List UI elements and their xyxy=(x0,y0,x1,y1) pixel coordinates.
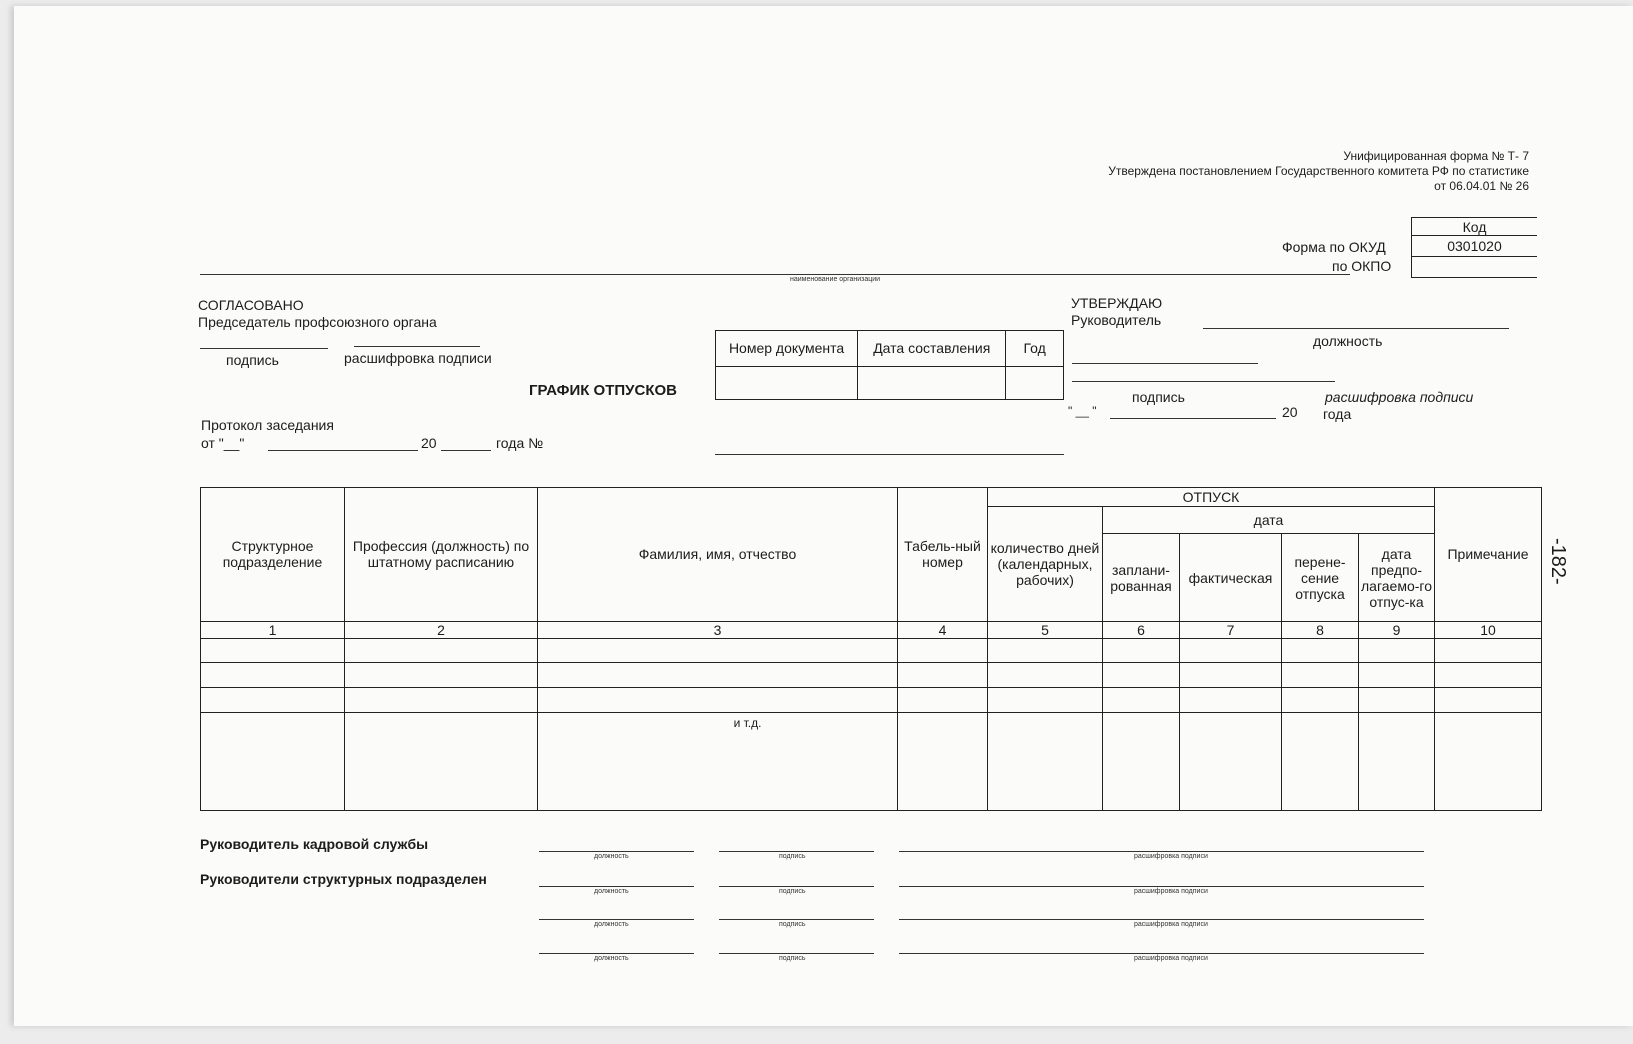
col-number: 1 xyxy=(201,621,345,638)
protocol-year: 20 xyxy=(421,435,437,451)
col-header-10: Примечание xyxy=(1435,488,1542,622)
approve-line-a xyxy=(1072,363,1258,364)
position-caption: должность xyxy=(594,921,629,928)
doc-year-header: Год xyxy=(1006,331,1064,367)
document-page xyxy=(14,6,1633,1026)
vacation-group-header: ОТПУСК xyxy=(988,488,1435,507)
col-number: 2 xyxy=(345,621,538,638)
col-header-4: Табель-ный номер xyxy=(898,488,988,622)
approve-position-line xyxy=(1203,328,1509,329)
doc-number-header: Номер документа xyxy=(716,331,858,367)
sign-caption: подпись xyxy=(779,853,806,860)
okpo-label: по ОКПО xyxy=(1332,258,1392,274)
org-name-line xyxy=(200,274,1350,275)
doc-info-table xyxy=(715,330,1064,400)
org-name-caption: наименование организации xyxy=(790,276,881,283)
dept-heads-label: Руководители структурных подразделен xyxy=(200,871,487,887)
doc-number-value xyxy=(716,367,858,400)
table-row xyxy=(201,663,1542,688)
agreed-title: СОГЛАСОВАНО xyxy=(198,297,304,313)
table-row xyxy=(201,688,1542,713)
col-header-1: Структурное подразделение xyxy=(201,488,345,622)
col-header-5: количество дней (календарных, рабочих) xyxy=(988,507,1103,622)
col-number: 5 xyxy=(988,621,1103,638)
col-header-2: Профессия (должность) по штатному расписанию xyxy=(345,488,538,622)
col-number: 8 xyxy=(1282,621,1359,638)
col-header-7: фактическая xyxy=(1180,534,1282,622)
protocol-num: года № xyxy=(496,435,544,451)
col-header-9: дата предпо-лагаемо-го отпус-ка xyxy=(1359,534,1435,622)
document-title: ГРАФИК ОТПУСКОВ xyxy=(529,382,677,399)
col-number: 3 xyxy=(538,621,898,638)
approve-title: УТВЕРЖДАЮ xyxy=(1071,295,1163,311)
table-row xyxy=(201,638,1542,662)
okud-code: 0301020 xyxy=(1411,235,1537,257)
code-box xyxy=(1411,217,1536,280)
decode-caption: расшифровка подписи xyxy=(1134,955,1208,962)
col-number: 4 xyxy=(898,621,988,638)
approve-position-caption: должность xyxy=(1313,333,1383,349)
approve-date-quote: " __ " xyxy=(1068,404,1097,418)
kod-header: Код xyxy=(1411,217,1537,236)
date-group-header: дата xyxy=(1103,507,1435,534)
decode-caption: расшифровка подписи xyxy=(1134,853,1208,860)
approve-year-prefix: 20 xyxy=(1282,404,1298,420)
agreed-subtitle: Председатель профсоюзного органа xyxy=(198,314,437,330)
hr-head-label: Руководитель кадровой службы xyxy=(200,836,429,852)
agreed-decode-line xyxy=(354,346,480,347)
position-caption: должность xyxy=(594,888,629,895)
vacation-schedule-table xyxy=(200,487,1542,811)
col-number: 9 xyxy=(1359,621,1435,638)
sign-caption: подпись xyxy=(779,955,806,962)
doc-date-header: Дата составления xyxy=(858,331,1006,367)
decode-caption: расшифровка подписи xyxy=(1134,888,1208,895)
col-header-8: перене-сение отпуска xyxy=(1282,534,1359,622)
decode-caption: расшифровка подписи xyxy=(1134,921,1208,928)
col-number: 6 xyxy=(1103,621,1180,638)
okud-label: Форма по ОКУД xyxy=(1282,239,1386,255)
approve-year-suffix: года xyxy=(1323,406,1352,422)
okpo-code xyxy=(1411,256,1537,278)
doc-date-value xyxy=(858,367,1006,400)
sign-caption: подпись xyxy=(779,888,806,895)
col-header-3: Фамилия, имя, отчество xyxy=(538,488,898,622)
protocol-date-line xyxy=(268,450,418,451)
position-caption: должность xyxy=(594,853,629,860)
approve-date-line xyxy=(1110,418,1276,419)
protocol-from: от "__" xyxy=(201,435,245,451)
col-number: 10 xyxy=(1435,621,1542,638)
doc-year-value xyxy=(1006,367,1064,400)
approve-subtitle: Руководитель xyxy=(1071,312,1162,328)
form-number: Унифицированная форма № Т- 7 xyxy=(1343,149,1529,163)
col-number: 7 xyxy=(1180,621,1282,638)
etc-text: и т.д. xyxy=(538,713,898,811)
form-approval: Утверждена постановлением Государственного комитета РФ по статистике xyxy=(1108,164,1529,178)
agreed-decode-caption: расшифровка подписи xyxy=(344,350,492,366)
position-caption: должность xyxy=(594,955,629,962)
col-header-6: заплани-рованная xyxy=(1103,534,1180,622)
protocol-year-line xyxy=(441,450,491,451)
page-number: -182- xyxy=(1547,538,1569,585)
doc-extra-line xyxy=(715,454,1064,455)
approve-sign-caption: подпись xyxy=(1132,389,1185,405)
table-row xyxy=(201,713,1542,811)
approve-line-b xyxy=(1072,381,1335,382)
agreed-sign-caption: подпись xyxy=(226,352,279,368)
column-numbers-row xyxy=(201,621,1542,638)
sign-caption: подпись xyxy=(779,921,806,928)
agreed-sign-line xyxy=(200,348,328,349)
form-approval-date: от 06.04.01 № 26 xyxy=(1434,179,1529,193)
approve-decode-caption: расшифровка подписи xyxy=(1325,389,1474,405)
protocol-label: Протокол заседания xyxy=(201,417,334,433)
